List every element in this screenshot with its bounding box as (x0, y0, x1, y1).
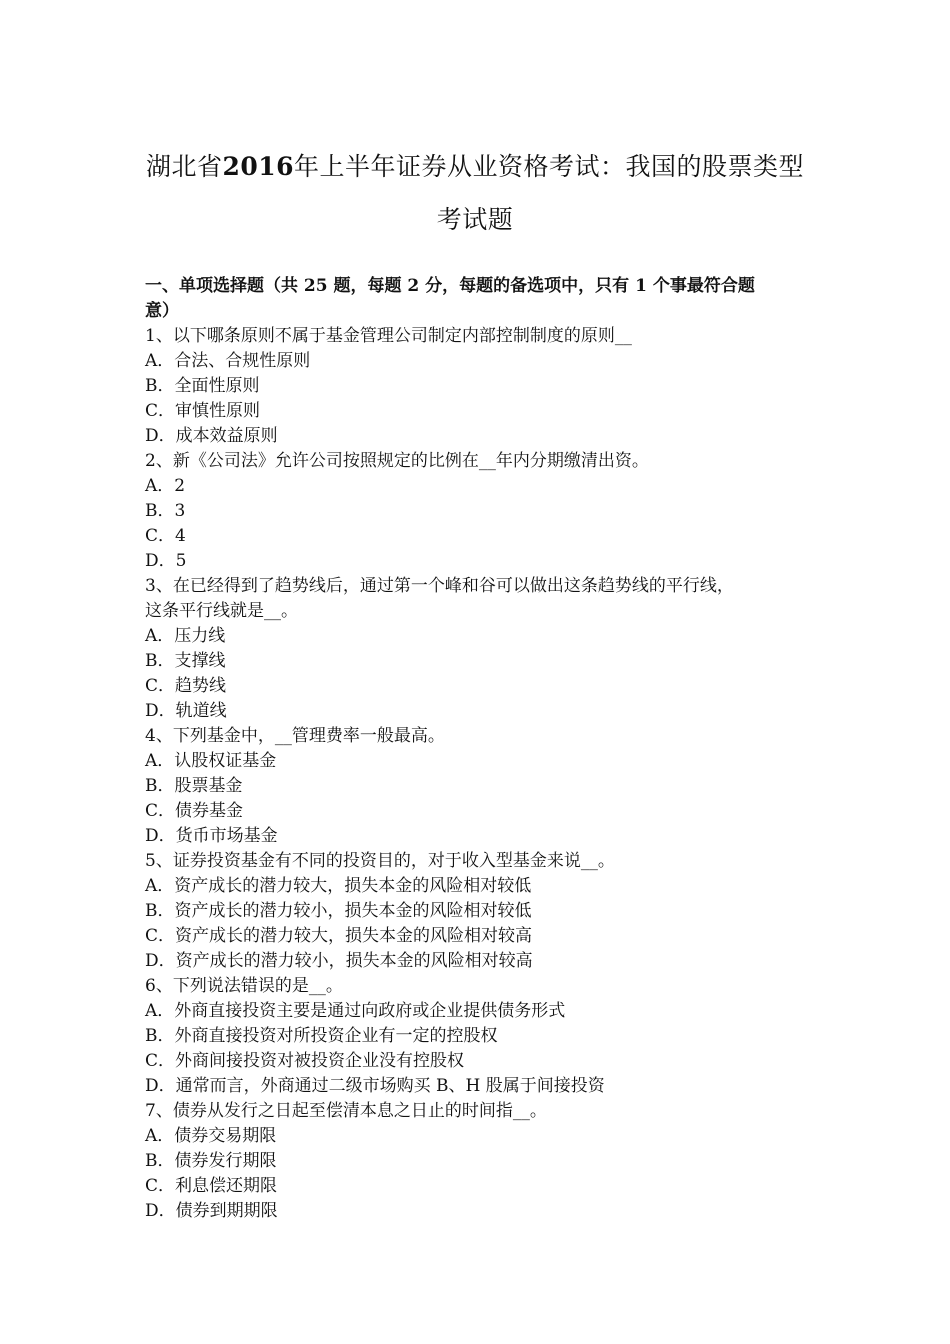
title-year: 2016 (222, 152, 295, 181)
answer-option: B．资产成长的潜力较小，损失本金的风险相对较低 (145, 901, 532, 921)
answer-option: B．全面性原则 (145, 376, 260, 396)
answer-option: C．资产成长的潜力较大，损失本金的风险相对较高 (145, 926, 533, 946)
question-stem-line: 这条平行线就是__。 (145, 601, 298, 621)
question-item (145, 1099, 825, 1224)
question-list (145, 324, 825, 1224)
answer-option: C．利息偿还期限 (145, 1176, 278, 1196)
question-stem-line: 5、证券投资基金有不同的投资目的，对于收入型基金来说__。 (145, 851, 615, 871)
answer-option: A．资产成长的潜力较大，损失本金的风险相对较低 (145, 876, 532, 896)
answer-option: D．货币市场基金 (145, 826, 278, 846)
answer-option: C．债券基金 (145, 801, 244, 821)
question-stem-line: 2、新《公司法》允许公司按照规定的比例在__年内分期缴清出资。 (145, 451, 649, 471)
answer-option: C．4 (145, 526, 186, 546)
answer-option: D．通常而言，外商通过二级市场购买 B、H 股属于间接投资 (145, 1076, 605, 1096)
answer-option: D．成本效益原则 (145, 426, 278, 446)
section-heading-line-2: 意） (145, 301, 179, 321)
section-heading (145, 274, 825, 324)
answer-option: D．轨道线 (145, 701, 227, 721)
document-title-line-1 (110, 152, 840, 182)
answer-option: D．债券到期期限 (145, 1201, 278, 1221)
answer-option: A．外商直接投资主要是通过向政府或企业提供债务形式 (145, 1001, 566, 1021)
answer-option: C．审慎性原则 (145, 401, 261, 421)
answer-option: A．2 (145, 476, 186, 496)
title-province: 湖北省 (145, 152, 223, 181)
question-item (145, 574, 825, 724)
answer-option: B．支撑线 (145, 651, 226, 671)
answer-option: B．3 (145, 501, 186, 521)
answer-option: A．合法、合规性原则 (145, 351, 311, 371)
document-title-line-2: 考试题 (436, 205, 514, 234)
answer-option: A．认股权证基金 (145, 751, 277, 771)
question-stem-line: 7、债券从发行之日起至偿清本息之日止的时间指__。 (145, 1101, 547, 1121)
answer-option: D．5 (145, 551, 187, 571)
question-item (145, 849, 825, 974)
document-body (145, 274, 825, 1224)
question-item (145, 449, 825, 574)
answer-option: B．股票基金 (145, 776, 243, 796)
answer-option: C．外商间接投资对被投资企业没有控股权 (145, 1051, 465, 1071)
question-stem-line: 6、下列说法错误的是__。 (145, 976, 343, 996)
question-item (145, 324, 825, 449)
question-item (145, 974, 825, 1099)
answer-option: B．债券发行期限 (145, 1151, 277, 1171)
answer-option: D．资产成长的潜力较小，损失本金的风险相对较高 (145, 951, 533, 971)
title-subject: 年上半年证券从业资格考试：我国的股票类型 (294, 152, 805, 181)
answer-option: A．压力线 (145, 626, 226, 646)
answer-option: B．外商直接投资对所投资企业有一定的控股权 (145, 1026, 498, 1046)
answer-option: C．趋势线 (145, 676, 227, 696)
question-item (145, 724, 825, 849)
question-stem-line: 1、以下哪条原则不属于基金管理公司制定内部控制制度的原则__ (145, 326, 632, 346)
question-stem-line: 3、在已经得到了趋势线后，通过第一个峰和谷可以做出这条趋势线的平行线， (145, 576, 734, 596)
section-heading-line-1: 一、单项选择题（共 25 题，每题 2 分，每题的备选项中，只有 1 个事最符合题 (145, 276, 755, 296)
answer-option: A．债券交易期限 (145, 1126, 277, 1146)
question-stem-line: 4、下列基金中，__管理费率一般最高。 (145, 726, 445, 746)
